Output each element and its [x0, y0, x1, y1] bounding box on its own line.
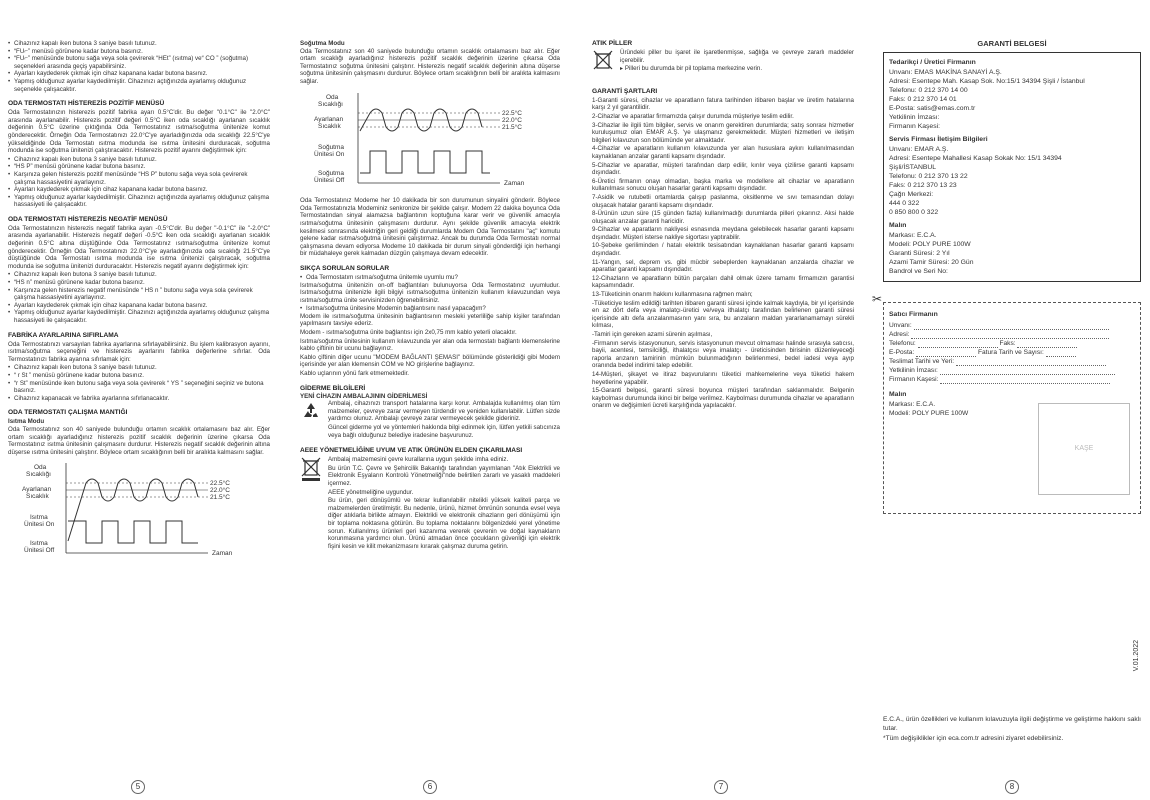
warranty-cert-title: GARANTİ BELGESİ	[977, 39, 1047, 48]
term: 8-Ürünün uzun süre (15 günden fazla) kullanılmadığı durumlarda pilleri çıkarınız. Aksi halde oluşacak arızalar garanti haricidir.	[592, 210, 854, 225]
list-item: • Cihazınız kapalı iken butona 3 saniye basılı tutunuz.	[8, 40, 270, 48]
list-item: • Ayarları kaydederek çıkmak için cihaz kapanana kadar butona basınız.	[8, 302, 270, 310]
box-line: Faks: 0 212 370 13 23	[889, 181, 957, 189]
seller-field: Telefonu: Faks:	[889, 339, 1135, 348]
chart-t3: 21.5°C	[502, 123, 522, 131]
box-heading: Servis Firması İletişim Bilgileri	[889, 135, 988, 143]
chart-time: Zaman	[504, 179, 525, 187]
list-item: • Cihazınız kapanacak ve fabrika ayarlarına sıfırlanacaktır.	[8, 395, 270, 403]
paragraph: Oda Termostatınız son 40 saniyede bulunduğu ortamın sıcaklık ortalamasını baz alır. Eğer ortam sıcaklığı ayarladığınız histerezis pozitif sıcaklık değerinin üzerine çıkarsa Oda Termostatınız ısıtma ünitesinin çalışmasını durdurur. Histerezis negatif sıcaklık değerinin altına düşerse ısıtma ünitesini çalıştırır. Böylece ortam sıcaklığının belli bir aralıkta kalmasını sağlar.	[8, 425, 270, 456]
seller-field: Unvanı:	[889, 321, 1135, 330]
section-title: AEEE YÖNETMELİĞİNE UYUM VE ATIK ÜRÜNÜN ELDEN ÇIKARILMASI	[300, 447, 523, 455]
box-line: Azami Tamir Süresi: 20 Gün	[889, 258, 974, 266]
term: 11-Yangın, sel, deprem vs. gibi mücbir sebeplerden kaynaklanan arızalarda cihazlar ve aparatlar garanti kapsamı dışındadır.	[592, 258, 854, 274]
section-title: ATIK PİLLER	[592, 40, 633, 47]
box-line: Garanti Süresi: 2 Yıl	[889, 249, 950, 257]
version-label: V.01.2022	[1133, 640, 1141, 672]
list-item: • “HS P” menüsü görünene kadar butona basınız.	[8, 163, 270, 171]
term: 4-Cihazlar ve aparatların kullanım kılavuzunda yer alan hususlara aykırı kullanılmasından kaynaklanan arızalar garanti kapsamı dışındadır.	[592, 145, 854, 160]
faq-question: • Oda Termostatım ısıtma/soğutma ünitemle uyumlu mu?	[300, 274, 560, 282]
paragraph: Ambalaj malzemesini çevre kurallarına uygun şekilde imha ediniz.	[328, 456, 509, 464]
paragraph: ▸ Pilleri bu durumda bir pil toplama merkezine verin.	[620, 65, 763, 73]
chart-label-set: Ayarlanan	[314, 115, 344, 123]
column-page-5	[8, 40, 270, 780]
intro-list	[8, 40, 270, 93]
chart-off2: Ünitesi Off	[24, 547, 55, 555]
subtitle: YENİ CİHAZIN AMBALAJININ GİDERİLMESİ	[300, 392, 428, 400]
chart-label-room: Oda	[326, 93, 339, 101]
column-page-6	[300, 40, 560, 780]
term: 14-Müşteri, şikayet ve itiraz başvurularını tüketici mahkemelerine veya tüketici hakem heyetlerine yapabilir.	[592, 370, 854, 386]
chart-time: Zaman	[212, 550, 233, 558]
term: 9-Cihazlar ve aparatların nakliyesi esnasında meydana gelebilecek hasarlar garanti kapsamı dışındadır. Müşteri isterse nakliye sigortası yaptırabilir.	[592, 226, 854, 241]
box-line: Markası: E.C.A.	[889, 400, 936, 408]
chart-off1: Soğutma	[318, 169, 345, 177]
hneg-list	[8, 271, 270, 324]
chart-on1: Soğutma	[318, 143, 345, 151]
term: 6-Üretici firmanın onayı olmadan, başka marka ve modellere ait cihazlar ve aparatların kullanılması sonucu oluşan hasarlar garanti kapsamı dışındadır.	[592, 177, 854, 193]
paragraph: *Tüm değişiklikler için eca.com.tr adresini ziyaret edebilirsiniz.	[883, 735, 1064, 742]
box-line: Telefonu: 0 212 370 14 00	[889, 86, 968, 94]
warranty-terms	[592, 97, 854, 410]
subtitle: Isıtma Modu	[8, 418, 45, 426]
scissors-icon: ✂	[872, 291, 883, 306]
box-line: 444 0 322	[889, 199, 920, 207]
list-item: • Ayarları kaydederek çıkmak için cihaz kapanana kadar butona basınız.	[8, 70, 270, 78]
chart-label-set: Ayarlanan	[22, 486, 52, 494]
chart-t2: 22.0°C	[502, 116, 522, 124]
box-line: Modeli: POLY PURE 100W	[889, 240, 971, 248]
heating-chart	[8, 461, 258, 561]
list-item: • Cihazınız kapalı iken butona 3 saniye basılı tutunuz.	[8, 271, 270, 279]
term: 10-Şebeke geriliminden / hatalı elektrik tesisatından kaynaklanan hasarlar garanti kapsamı dışındadır.	[592, 242, 854, 258]
chart-t1: 22.5°C	[210, 480, 230, 488]
paragraph: Modem - ısıtma/soğutma ünite bağlantısı için 2x0,75 mm kablo yeterli olacaktır.	[300, 329, 517, 337]
term: 3-Cihazlar ile ilgili tüm bilgiler, servis ve onarım gerektiren durumlarda; satış sonrası hizmetler kuruluşumuz olan EMAR A.Ş. 'ye ulaşmanız gerekmektedir. Müşteri hizmetleri ve iletişim bilgileri kılavuzun son bölümünde yer almaktadır.	[592, 121, 854, 144]
list-item: • Cihazınız kapalı iken butona 3 saniye basılı tutunuz.	[8, 156, 270, 164]
page-number: 6	[423, 780, 437, 794]
term: 13-Tüketicinin onarım hakkını kullanmasına rağmen malın;	[592, 291, 753, 299]
section-title: ODA TERMOSTATI HİSTEREZİS NEGATİF MENÜSÜ	[8, 215, 168, 223]
paragraph: Isıtma/soğutma ünitesinin kullanım kılavuzunda yer alan oda termostatı bağlantı klemenslerine kablo çiftinin bir ucunu bağlayınız.	[300, 337, 560, 353]
box-line: Unvanı: EMAS MAKİNA SANAYİ A.Ş.	[889, 68, 1002, 76]
box-line: Adresi: Esentepe Mahallesi Kasap Sokak No: 15/1 34394	[889, 154, 1062, 162]
paragraph: Güncel giderme yol ve yöntemleri hakkında bilgi edinmek için, lütfen yetkili satıcınıza veya bağlı olduğunuz belediye iradesine başvurunuz.	[328, 424, 560, 439]
factory-list	[8, 364, 270, 402]
paragraph: Ambalaj, cihazınızı transport hatalarına karşı korur. Ambalajda kullanılmış olan tüm malzemeler, çevreye zarar vermeyen türdendir ve yeniden kullanılabilir. Lütfen sizde yardımcı olunuz. Ambalajı çevreye zarar vermeyecek şekilde gideriniz.	[328, 400, 560, 423]
term: -Tüketiciye teslim edildiği tarihten itibaren garanti süresi içinde kalmak kaydıyla, bir yıl içerisinde en az dört defa veya imalatçı-üretici ve/veya ithalatçı tarafından belirlenen garanti süresi içerisinde altı defa arızalanmasının yanı sıra, bu arızaların maldan yararlanamamayı sürekli kılması,	[592, 299, 854, 330]
term: 12-Cihazların ve aparatların bütün parçaları dahil olmak üzere tamamı firmamızın garantisi kapsamındadır.	[592, 274, 854, 290]
list-item: • Yapmış olduğunuz ayarlar kaydedilmiştir. Cihazınızı açtığınızda ayarlamış olduğunuz çalışma hassasiyeti ile çalışacaktır.	[8, 309, 270, 324]
term: 2-Cihazlar ve aparatlar firmamızda çalışır durumda müşteriye teslim edilir.	[592, 112, 794, 120]
footer-note	[883, 715, 1141, 744]
box-line: Şişli/İSTANBUL	[889, 163, 937, 171]
list-item: • Karşınıza gelen histerezis negatif menüsünde “ HS n ” butonu sağa veya sola çevirerek çalışma hassasiyetini ayarlayınız.	[8, 287, 270, 302]
paragraph: Oda Termostatınız son 40 saniyede bulunduğu ortamın sıcaklık ortalamasını baz alır. Eğer ortam sıcaklığı ayarladığınız histerezis pozitif sıcaklık değerinin üzerine çıkarsa Oda Termostatınız soğutma ünitesini çalıştırır. Histerezis negatif sıcaklık değerinin altına düşerse soğutma ünitesinin çalışmasını durdurur. Böylece ortam sıcaklığının belli bir aralıkta kalmasını sağlar.	[300, 47, 560, 85]
chart-off1: Isıtma	[30, 540, 48, 548]
box-line: Telefonu: 0 212 370 13 22	[889, 172, 968, 180]
list-item: • “FU⌐” menüsünde butonu sağa veya sola çevirerek “HEt” (ısıtma) ve“ CO ” (soğutma) seçenekleri arasında geçiş yapabilirsiniz.	[8, 55, 270, 70]
chart-label-room2: Sıcaklığı	[318, 100, 343, 108]
recycle-icon	[300, 400, 322, 425]
unit-state	[68, 521, 198, 543]
paragraph: Üründeki piller bu işaret ile işaretlenmişse, sağlığa ve çevreye zararlı maddeler içerebilir.	[620, 49, 854, 64]
page-number: 7	[714, 780, 728, 794]
chart-label-set2: Sıcaklık	[318, 122, 341, 130]
box-line: Modeli: POLY PURE 100W	[889, 409, 969, 417]
weee-row	[300, 456, 560, 551]
box-heading: Malın	[889, 390, 907, 398]
section-title: FABRİKA AYARLARINA SIFIRLAMA	[8, 331, 119, 339]
chart-label-room: Oda	[34, 464, 47, 472]
hpos-list	[8, 156, 270, 209]
paragraph: Modem ile ısıtma/soğutma ünitesinin bağlantısının mesleki yeterliliğe sahip kişiler tarafından yapılmasını tavsiye ederiz.	[300, 312, 560, 328]
faq-list	[300, 305, 560, 313]
box-line: Faks: 0 212 370 14 01	[889, 95, 957, 103]
paragraph: Bu ürün, geri dönüşümlü ve tekrar kullanılabilir nitelikli yüksek kaliteli parça ve malzemelerden üretilmiştir. Bu nedenle, ürünü, hizmet ömrünün sonunda evsel veya diğer atıklarla birlikte atmayın. Elektrikli ve elektronik cihazların geri dönüşümü için bir toplama noktasına götürün. Bu toplama noktalarını bölgenizdeki yerel yönetime sorun. Kullanılmış ürünleri geri kazanıma vererek çevrenin ve doğal kaynakların korunmasına yardımcı olun. Ürünü atmadan önce çocukların güvenliği için elektrik fişini kesin ve kilit mekanizmasını kırarak çalışmaz duruma getirin.	[328, 497, 560, 550]
paragraph: E.C.A., ürün özellikleri ve kullanım kılavuzuyla ilgili değiştirme ve geliştirme hakkını saklı tutar.	[883, 716, 1141, 732]
paragraph: Kablo çiftinin diğer ucunu "MODEM BAĞLANTI ŞEMASI" bölümünde gösterildiği gibi Modem içerisinde yer alan klemensin COM ve NO girişlerine bağlayınız.	[300, 353, 560, 369]
term: -Tamiri için gereken azami sürenin aşılması,	[592, 331, 713, 338]
battery-note: Pilleri bu durumda bir pil toplama merkezine verin.	[624, 65, 763, 73]
subtitle: Soğutma Modu	[300, 40, 345, 47]
warranty-box	[883, 52, 1141, 282]
box-heading: Satıcı Firmanın	[889, 310, 938, 318]
seller-field: Teslimat Tarihi ve Yeri:	[889, 357, 1135, 366]
box-line: Bandrol ve Seri No:	[889, 267, 948, 275]
crossed-bin-icon	[300, 456, 322, 485]
paragraph: Bu ürün T.C. Çevre ve Şehircilik Bakanlığı tarafından yayımlanan "Atık Elektrikli ve Elektronik Eşyaların Kontrolü Yönetmeliği"nde belirtilen zararlı ve yasaklı maddeleri içermez.	[328, 464, 560, 487]
section-title: ODA TERMOSTATI HİSTEREZİS POZİTİF MENÜSÜ	[8, 100, 165, 108]
paragraph: Oda Termostatınızın histerezis pozitif fabrika ayarı 0.5°C'dir. Bu değer "0.1°C" ile "2.0°C" arasında ayarlanabilir. Histerezis pozitif değeri 0.5°C iken oda sıcaklığı ayarlanan sıcaklık değerinin 0.5°C üzerine çıktığında Oda Termostatınız ısıtma/soğutma ünitenize komut gönderecektir. Örneğin Oda Termostatınızı 22.0°C'ye ayarladığınızda oda sıcaklığı 22.5°C'ye yükseldiğinde Oda Termostatı ısıtma modunda ise ısıtma ünitesini durduracak, soğutma modunda ise soğutma ünitenizi çalıştıracaktır. Histerezis pozitif ayarını değiştirmek için:	[8, 109, 270, 155]
paragraph: Oda Termostatınızın histerezis negatif fabrika ayarı -0.5°C'dir. Bu değer "-0.1°C" ile "-2.0°C" arasında ayarlanabilir. Histerezis negatif değeri -0.5°C iken oda sıcaklığı ayarlanan sıcaklık değerinin 0.5°C altına düştüğünde Oda Termostatınız ısıtma/soğutma ünitenize komut gönderecektir. Örneğin Oda Termostatınızı 22.0°C'ye ayarladığınızda oda sıcaklığı 21.5°C'ye düştüğünde Oda Termostatı ısıtma modunda ise ısıtma ünitenizi çalıştıracak, soğutma modunda ise soğutma ünitenizi durduracaktır. Histerezis negatif ayarını değiştirmek için:	[8, 224, 270, 270]
term: 5-Cihazlar ve aparatlar, müşteri tarafından darp edilir, kırılır veya çizilirse garanti kapsamı dışındadır.	[592, 161, 854, 177]
box-line: Markası: E.C.A.	[889, 231, 937, 239]
paragraph: Isıtma/soğutma ünitenizin on-off bağlantıları bulunuyorsa Oda Termostatınız uyumludur. Isıtma/soğutma ünitenizle ilgili bilgiyi ısıtma/soğutma ünitenizin kullanım kılavuzundan veya ısıtma/soğutma ünite servisinizden öğrenebilirsiniz.	[300, 281, 560, 304]
section-title: GARANTİ ŞARTLARI	[592, 87, 658, 95]
paragraph: Kablo uçlarının yönü fark etmemektedir.	[300, 370, 410, 378]
box-line: Unvanı: EMAR A.Ş.	[889, 145, 949, 153]
column-page-8	[872, 39, 1141, 780]
box-heading: Tedarikçi / Üretici Firmanın	[889, 58, 976, 66]
list-item: • “FU⌐” menüsü görünene kadar butona basınız.	[8, 48, 270, 56]
paragraph: Oda Termostatınızı varsayılan fabrika ayarlarına sıfırlayabilirsiniz. Bu işlem kalibrasyon ayarını, ısıtma/soğutma seçeneğini ve histerezis ayarlarını fabrika değerlerine sıfırlar. Oda Termostatınızı fabrika ayarına sıfırlamak için:	[8, 340, 270, 363]
list-item: • Ayarları kaydederek çıkmak için cihaz kapanana kadar butona basınız.	[8, 186, 270, 194]
term: 7-Asidik ve rutubetli ortamlarda çalışıp paslanma, oksitlenme ve sıvı temasından dolayı oluşacak hatalar garanti kapsamı dışındadır.	[592, 193, 854, 209]
seller-field: Firmanın Kaşesi:	[889, 375, 1135, 384]
term: -Firmanın servis istasyonunun, servis istasyonunun mevcut olmaması halinde sırasıyla satıcısı, bayii, acentesi, temsilciliği, ithalatçısı veya imalatçı - üreticisinden birisinin düzenleyeceği raporla arızanın tamirinin mümkün bulunmadığının belirlenmesi, bedel iadesi veya ayıp oranında bedel indirimi talep edebilir.	[592, 339, 854, 370]
column-page-7	[592, 40, 854, 780]
faq-list	[300, 274, 560, 282]
term: 15-Garanti belgesi, garanti süresi boyunca müşteri tarafından saklanmalıdır. Belgenin kaybolması durumunda ikinci bir belge verilmez. Kaybolması durumunda cihazlar ve aparatların onarım ve değişimleri ücreti karşılığında yapılacaktır.	[592, 387, 854, 410]
chart-on2: Ünitesi On	[314, 150, 345, 158]
battery-row	[592, 49, 854, 74]
box-line: E-Posta: satis@emas.com.tr	[889, 104, 976, 112]
seller-cut-box	[872, 291, 1141, 514]
paragraph: Oda Termostatınız Modeme her 10 dakikada bir son durumunun sinyalini gönderir. Böylece Oda Termostatınızla Modeminiz senkronize bir şekilde çalışır. Modem 22 dakika boyunca Oda Termostatından sinyal alamazsa bağlantının koptuğuna karar verir ve güvenlik amacıyla ısıtma/soğutma ünitesinin çalışmasını durdurur. Aynı şekilde güvenlik amacıyla elektrik kesilmesi sonrasında elektriğin geri geldiği durumlarda Modem Oda Termostatını "aç" komutu gelene kadar ısıtma/soğutma ünitesini çalıştırmaz. Ancak bu durumda Oda Termostatı normal çalışmasına devam ediyorsa Modeme 10 dakikada bir durum sinyali gönderdiği için herhangi bir müdahaleye gerek kalmadan düzgün çalışmaya devam edecektir.	[300, 197, 560, 258]
cooling-chart	[300, 91, 550, 191]
chart-on1: Isıtma	[30, 514, 48, 522]
box-line: 0 850 800 0 322	[889, 208, 939, 216]
chart-label-room2: Sıcaklığı	[26, 471, 51, 479]
seller-field: Yetkilinin İmzası:	[889, 366, 1135, 375]
list-item: • “HS n” menüsü görünene kadar butona basınız.	[8, 279, 270, 287]
chart-label-set2: Sıcaklık	[26, 493, 49, 501]
list-item: • Yapmış olduğunuz ayarlar kaydedilmiştir. Cihazınızı açtığınızda ayarlamış olduğunuz çalışma hassasiyeti ile çalışacaktır.	[8, 194, 270, 209]
faq-question: • Isıtma/soğutma ünitesine Modemin bağlantısını nasıl yapacağım?	[300, 305, 560, 313]
box-heading: Malın	[889, 221, 907, 229]
chart-off2: Ünitesi Off	[314, 176, 345, 184]
seller-field: E-Posta: Fatura Tarih ve Sayısı:	[889, 348, 1135, 357]
box-line: Yetkilinin İmzası:	[889, 113, 940, 121]
box-line: Firmanın Kaşesi:	[889, 122, 940, 130]
seller-field: Adresi:	[889, 330, 1135, 339]
term: 1-Garanti süresi, cihazlar ve aparatların fatura tarihinden itibaren başlar ve üretim hatalarına karşı 2 yıl garantilidir.	[592, 96, 854, 112]
list-item: • Cihazınız kapalı iken butona 3 saniye basılı tutunuz.	[8, 364, 270, 372]
temp-curve	[68, 479, 198, 541]
list-item: • Yapmış olduğunuz ayarlar kaydedilmiştir. Cihazınızı açtığınızda ayarlamış olduğunuz seçenekle çalışacaktır.	[8, 78, 270, 93]
box-line: Adresi: Esentepe Mah. Kasap Sok. No:15/1 34394 Şişli / İstanbul	[889, 77, 1085, 85]
chart-t1: 22.5°C	[502, 109, 522, 117]
page-number: 5	[131, 780, 145, 794]
section-title: GİDERME BİLGİLERİ	[300, 384, 366, 392]
box-line: Çağrı Merkezi:	[889, 190, 934, 198]
crossed-bin-icon	[592, 49, 614, 74]
recycle-row	[300, 400, 560, 440]
list-item: • “r St” menüsünde iken butonu sağa veya sola çevirerek “ YS ” seçeneğini seçiniz ve butona basınız.	[8, 380, 270, 395]
unit-state	[360, 151, 490, 173]
chart-t3: 21.5°C	[210, 494, 230, 502]
page-number: 8	[1005, 780, 1019, 794]
list-item: • Karşınıza gelen histerezis pozitif menüsünde “HS P” butonu sağa veya sola çevirerek çalışma hassasiyetini ayarlayınız.	[8, 171, 270, 186]
section-title: SIKÇA SORULAN SORULAR	[300, 264, 390, 272]
paragraph: AEEE yönetmeliğine uygundur.	[328, 488, 414, 496]
section-title: ODA TERMOSTATI ÇALIŞMA MANTIĞI	[8, 409, 128, 417]
stamp-area: KAŞE	[1038, 403, 1130, 495]
list-item: • “ r St ” menüsü görünene kadar butona basınız.	[8, 372, 270, 380]
chart-t2: 22.0°C	[210, 487, 230, 495]
chart-on2: Ünitesi On	[24, 521, 55, 529]
